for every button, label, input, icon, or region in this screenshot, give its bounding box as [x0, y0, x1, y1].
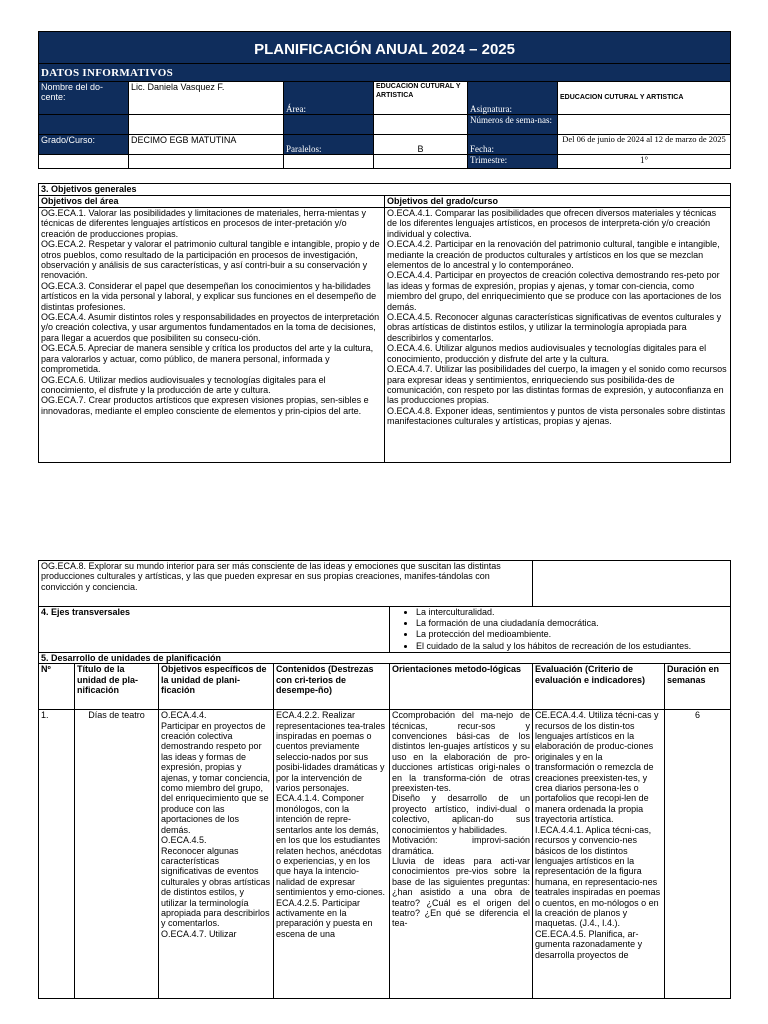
- objetivos-grado-text: O.ECA.4.1. Comparar las posibilidades que ofrecen diversos materiales y técnicas de los diferentes lenguajes artísticos, en procesos de interpreta-ción y/o creación individual y colectiva. O.ECA.4.2. Participar en la renovación del patrimonio cultural, tangible e intangible, mediante la creación de productos culturales y artísticos en los que se mezclan elementos de lo ancestral y lo contemporáneo. O.ECA.4.4. Participar en proyectos de creación colectiva demostrando res-peto por las ideas y formas de expresión, propias y ajenas, y tomar con-ciencia, como miembro del grupo, del enriquecimiento que se produce con las aportaciones de los demás. O.ECA.4.5. Reconocer algunas características significativas de eventos culturales y obras artísticas de distintos estilos, y utilizar la terminología apropiada para describirlos y comentarlos. O.ECA.4.6. Utilizar algunos medios audiovisuales y tecnologías digitales para el conocimiento, producción y disfrute del arte y la cultura. O.ECA.4.7. Utilizar las posibilidades del cuerpo, la imagen y el sonido como recursos para expresar ideas y sentimientos, enriqueciendo sus posibilida-des de comunicación, con respeto por las distintas formas de expresión, y autoconfianza en las producciones propias. O.ECA.4.8. Exponer ideas, sentimientos y puntos de vista personales sobre distintas manifestaciones culturales y artísticas, propias y ajenas.: [385, 208, 731, 463]
- planificacion-table: [38, 560, 731, 999]
- section-label: DATOS INFORMATIVOS: [39, 64, 731, 82]
- asignatura-label: Asignatura:: [468, 82, 558, 115]
- ejes-list-cell: [390, 607, 731, 653]
- row-contenidos: ECA.4.2.2. Realizar representaciones tea-trales inspiradas en poemas o cuentos previamente seleccio-nados por sus posibi-lidades dramáticas y por la intervención de varios personajes. ECA.4.1.4. Componer monólogos, con la intención de repre-sentarlos ante los demás, en los que los estudiantes relaten hechos, anécdotas o experiencias, y en los que haya la intencio-nalidad de expresar sentimientos y emo-ciones. ECA.4.2.5. Participar activamente en la preparación y puesta en escena de una: [274, 710, 390, 999]
- empty-cell: [533, 561, 731, 607]
- empty-cell: [284, 115, 374, 135]
- column-header-evaluacion: Evaluación (Criterio de evaluación e indicadores): [533, 664, 665, 710]
- row-objetivos: O.ECA.4.4. Participar en proyectos de creación colectiva demostrando respeto por las ideas y formas de expresión, propias y ajenas, y tomar conciencia, como miembro del grupo, del enriquecimiento que se produce con las aportaciones de los demás. O.ECA.4.5. Reconocer algunas características significativas de eventos culturales y obras artísticas de distintos estilos, y utilizar la terminología apropiada para describirlos y comentarlos. O.ECA.4.7. Utilizar: [159, 710, 274, 999]
- asignatura-value: EDUCACION CUTURAL Y ARTISTICA: [558, 82, 731, 115]
- table-row: [39, 710, 731, 999]
- og8-text: OG.ECA.8. Explorar su mundo interior para ser más consciente de las ideas y emociones que suscitan las distintas producciones culturales y artísticas, y las que pueden expresar en sus propias creaciones, manifes-tándolas con convicción y conciencia.: [39, 561, 533, 607]
- grado-value: DECIMO EGB MATUTINA: [129, 135, 284, 155]
- semanas-value: [558, 115, 731, 135]
- empty-cell: [284, 155, 374, 169]
- ejes-list: [390, 607, 730, 652]
- trimestre-label: Trimestre:: [468, 155, 558, 169]
- trimestre-value: 1°: [558, 155, 731, 169]
- area-value: EDUCACION CUTURAL Y ARTISTICA: [374, 82, 468, 115]
- column-header-duracion: Duración en semanas: [665, 664, 731, 710]
- empty-cell: [129, 155, 284, 169]
- eje-item: • La formación de una ciudadanía democrática.: [416, 618, 730, 629]
- datos-informativos-table: [38, 31, 731, 169]
- objetivos-area-header: Objetivos del área: [39, 196, 385, 208]
- row-evaluacion: CE.ECA.4.4. Utiliza técni-cas y recursos de los distin-tos lenguajes artísticos en la elaboración de produc-ciones originales y en la transformación o remezcla de creaciones preexisten-tes, y crea diarios persona-les o portafolios que recopi-len de manera ordenada la propia trayectoria artística. I.ECA.4.4.1. Aplica técni-cas, recursos y convencio-nes básicos de los distintos lenguajes artísticos en la representación de la figura humana, en representacio-nes teatrales inspiradas en poemas o cuentos, en mo-nólogos o en la creación de planos y maquetas. (J.4., I.4.). CE.ECA.4.5. Planifica, ar-gumenta razonadamente y desarrolla proyectos de: [533, 710, 665, 999]
- eje-item: • La interculturalidad.: [416, 607, 730, 618]
- desarrollo-title: 5. Desarrollo de unidades de planificación: [39, 652, 731, 663]
- paralelos-value: B: [374, 135, 468, 155]
- objetivos-section-title: 3. Objetivos generales: [39, 184, 731, 196]
- grado-label: Grado/Curso:: [39, 135, 129, 155]
- empty-cell: [129, 115, 284, 135]
- row-titulo: Días de teatro: [75, 710, 159, 999]
- empty-cell: [39, 155, 129, 169]
- column-header-contenidos: Contenidos (Destrezas con cri-terios de desempe-ño): [274, 664, 390, 710]
- column-header-objetivos: Objetivos específicos de la unidad de plani-ficación: [159, 664, 274, 710]
- docente-value: Lic. Daniela Vasquez F.: [129, 82, 284, 115]
- column-header-titulo: Título de la unidad de pla-nificación: [75, 664, 159, 710]
- fecha-label: Fecha:: [468, 135, 558, 155]
- fecha-value: Del 06 de junio de 2024 al 12 de marzo de 2025: [558, 135, 731, 155]
- docente-label: Nombre del do-cente:: [39, 82, 129, 115]
- objetivos-area-text: OG.ECA.1. Valorar las posibilidades y limitaciones de materiales, herra-mientas y técnicas de diferentes lenguajes artísticos en procesos de inter-pretación y/o creación de producciones propias. OG.ECA.2. Respetar y valorar el patrimonio cultural tangible e intangible, propio y de otros pueblos, como resultado de la participación en procesos de investigación, observación y análisis de sus características, y así contri-buir a su conservación y renovación. OG.ECA.3. Considerar el papel que desempeñan los conocimientos y ha-bilidades artísticos en la vida personal y laboral, y explicar sus funciones en el desempeño de distintas profesiones. OG.ECA.4. Asumir distintos roles y responsabilidades en proyectos de interpretación y/o creación colectiva, y usar argumentos fundamentados en la toma de decisiones, para llegar a acuerdos que posibiliten su consecu-ción. OG.ECA.5. Apreciar de manera sensible y crítica los productos del arte y la cultura, para valorarlos y actuar, como público, de manera personal, informada y comprometida. OG.ECA.6. Utilizar medios audiovisuales y tecnologías digitales para el conocimiento, el disfrute y la producción de arte y cultura. OG.ECA.7. Crear productos artísticos que expresen visiones propias, sen-sibles e innovadoras, mediante el empleo consciente de elementos y prin-cipios del arte.: [39, 208, 385, 463]
- row-orientaciones: Ccomprobación del ma-nejo de técnicas, recur-sos y convenciones bási-cas de los distintos len-guajes artísticos y su uso en la elaboración de pro-ducciones artísticas origi-nales o en la transforma-ción de otras preexisten-tes. Diseño y desarrollo de un proyecto artístico, indivi-dual o colectivo, aplican-do sus conocimientos y habilidades. Motivación: improvi-sación dramática. Lluvia de ideas para acti-var conocimientos pre-vios sobre la base de las siguientes preguntas: ¿han asistido a una obra de teatro? ¿Cuál es el origen del teatro? ¿En qué se diferencia el tea-: [390, 710, 533, 999]
- empty-cell: [39, 115, 129, 135]
- empty-cell: [374, 115, 468, 135]
- empty-cell: [374, 155, 468, 169]
- row-num: 1.: [39, 710, 75, 999]
- objetivos-table: [38, 183, 731, 463]
- area-label: Área:: [284, 82, 374, 115]
- column-header-num: Nº: [39, 664, 75, 710]
- eje-item: • La protección del medioambiente.: [416, 629, 730, 640]
- row-duracion: 6: [665, 710, 731, 999]
- column-header-orientaciones: Orientaciones metodo-lógicas: [390, 664, 533, 710]
- paralelos-label: Paralelos:: [284, 135, 374, 155]
- page-title: PLANIFICACIÓN ANUAL 2024 – 2025: [39, 32, 731, 64]
- ejes-title: 4. Ejes transversales: [39, 607, 390, 653]
- eje-item: • El cuidado de la salud y los hábitos de recreación de los estudiantes.: [416, 641, 730, 652]
- semanas-label: Números de sema-nas:: [468, 115, 558, 135]
- objetivos-grado-header: Objetivos del grado/curso: [385, 196, 731, 208]
